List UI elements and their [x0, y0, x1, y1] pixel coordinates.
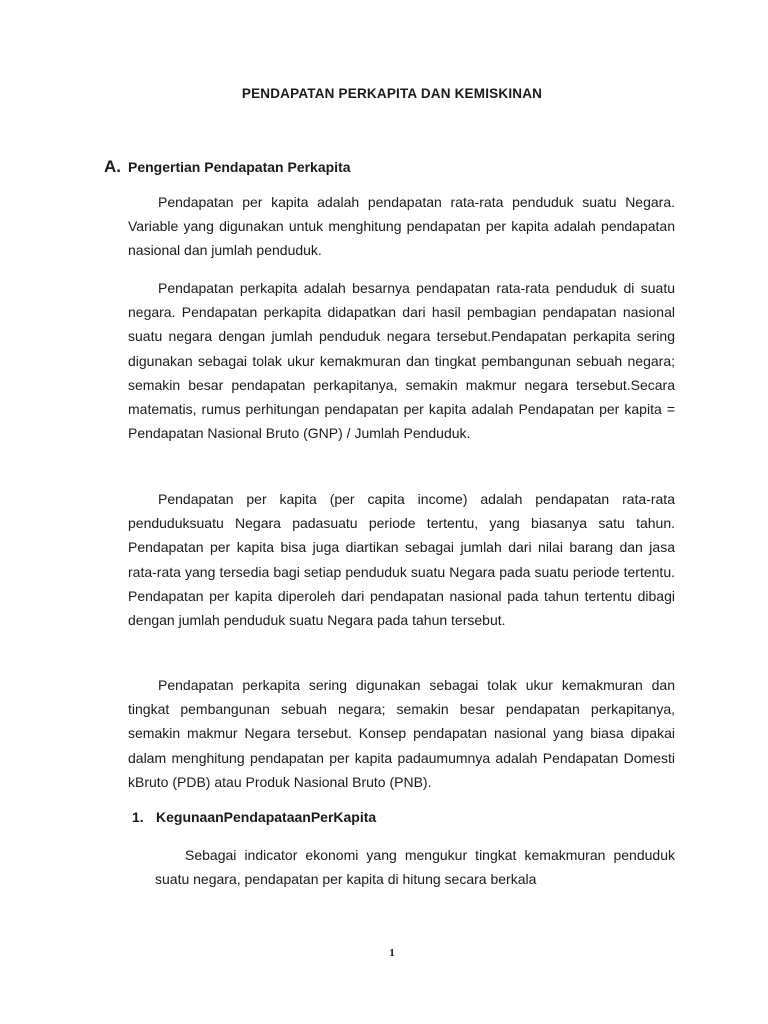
subsection-number: 1.	[132, 809, 144, 825]
section-letter: A.	[104, 157, 121, 176]
document-title: PENDAPATAN PERKAPITA DAN KEMISKINAN	[241, 86, 543, 101]
section-title: Pengertian Pendapatan Perkapita	[128, 159, 351, 175]
paragraph: Sebagai indicator ekonomi yang mengukur tingkat kemakmuran penduduk suatu negara, pendapatan per kapita di hitung secara berkala	[155, 847, 675, 888]
subsection-title: KegunaanPendapataanPerKapita	[156, 809, 377, 825]
paragraph: Pendapatan perkapita sering digunakan sebagai tolak ukur kemakmuran dan tingkat pembangunan sebuah negara; semakin besar pendapatan perkapitanya, semakin makmur Negara tersebut. Konsep pendapatan nasional yang biasa dipakai dalam menghitung pendapatan per kapita padaumumnya adalah Pendapatan Domesti kBruto (PDB) atau Produk Nasional Bruto (PNB).	[128, 677, 675, 790]
subsection-heading	[132, 809, 376, 825]
section-a-heading	[104, 157, 351, 177]
paragraph: Pendapatan per kapita (per capita income) adalah pendapatan rata-rata penduduksuatu Negara padasuatu periode tertentu, yang biasanya satu tahun. Pendapatan per kapita bisa juga diartikan sebagai jumlah dari nilai barang dan jasa rata-rata yang tersedia bagi setiap penduduk suatu Negara pada suatu periode tertentu. Pendapatan per kapita diperoleh dari pendapatan nasional pada tahun tertentu dibagi dengan jumlah penduduk suatu Negara pada tahun tersebut.	[128, 491, 675, 629]
paragraph: Pendapatan perkapita adalah besarnya pendapatan rata-rata penduduk di suatu negara. Pendapatan perkapita didapatkan dari hasil pembagian pendapatan nasional suatu negara dengan jumlah penduduk negara tersebut.Pendapatan perkapita sering digunakan sebagai tolak ukur kemakmuran dan tingkat pembangunan sebuah negara; semakin besar pendapatan perkapitanya, semakin makmur negara tersebut.Secara matematis, rumus perhitungan pendapatan per kapita adalah Pendapatan per kapita = Pendapatan Nasional Bruto (GNP) / Jumlah Penduduk.	[128, 280, 675, 442]
paragraph: Pendapatan per kapita adalah pendapatan rata-rata penduduk suatu Negara. Variable yang digunakan untuk menghitung pendapatan per kapita adalah pendapatan nasional dan jumlah penduduk.	[128, 194, 675, 259]
page-number: 1	[389, 947, 395, 959]
